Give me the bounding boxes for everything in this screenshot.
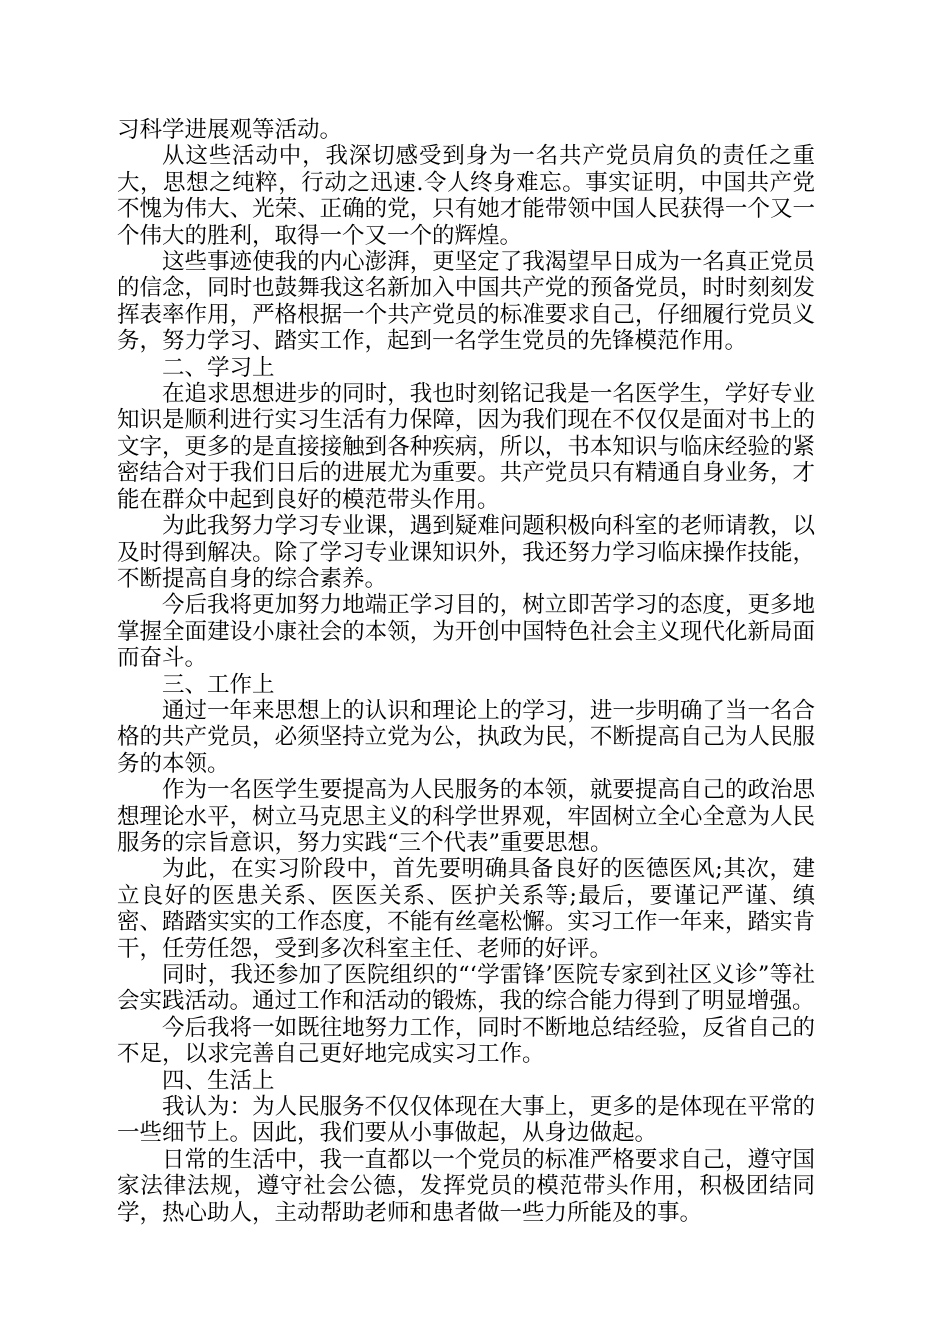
section-heading-life: 四、生活上 bbox=[162, 1067, 275, 1094]
paragraph: 习科学进展观等活动。 bbox=[117, 117, 343, 143]
paragraph: 今后我将一如既往地努力工作，同时不断地总结经验，反省自己的不足，以求完善自己更好地完成实习工作。 bbox=[117, 1014, 815, 1068]
paragraph: 为此，在实习阶段中，首先要明确具备良好的医德医风;其次，建立良好的医患关系、医医关系、医护关系等;最后，要谨记严谨、缜密、踏踏实实的工作态度，不能有丝毫松懈。实习工作一年来，踏实肯干，任劳任怨，受到多次科室主任、老师的好评。 bbox=[117, 856, 815, 962]
paragraph: 为此我努力学习专业课，遇到疑难问题积极向科室的老师请教，以及时得到解决。除了学习专业课知识外，我还努力学习临床操作技能，不断提高自身的综合素养。 bbox=[117, 513, 815, 592]
paragraph: 同时，我还参加了医院组织的“‘学雷锋’医院专家到社区义诊”等社会实践活动。通过工作和活动的锻炼，我的综合能力得到了明显增强。 bbox=[117, 962, 815, 1015]
paragraph: 通过一年来思想上的认识和理论上的学习，进一步明确了当一名合格的共产党员，必须坚持立党为公，执政为民，不断提高自己为人民服务的本领。 bbox=[117, 697, 815, 777]
paragraph: 这些事迹使我的内心澎湃，更坚定了我渴望早日成为一名真正党员的信念，同时也鼓舞我这名新加入中国共产党的预备党员，时时刻刻发挥表率作用，严格根据一个共产党员的标准要求自己，仔细履行党员义务，努力学习、踏实工作，起到一名学生党员的先锋模范作用。 bbox=[117, 249, 815, 355]
paragraph: 我认为：为人民服务不仅仅体现在大事上，更多的是体现在平常的一些细节上。因此，我们要从小事做起，从身边做起。 bbox=[117, 1094, 815, 1147]
paragraph: 今后我将更加努力地端正学习目的，树立即苦学习的态度，更多地掌握全面建设小康社会的本领，为开创中国特色社会主义现代化新局面而奋斗。 bbox=[117, 592, 815, 672]
section-heading-work: 三、工作上 bbox=[162, 671, 275, 698]
paragraph: 在追求思想进步的同时，我也时刻铭记我是一名医学生，学好专业知识是顺利进行实习生活有力保障，因为我们现在不仅仅是面对书上的文字，更多的是直接接触到各种疾病，所以，书本知识与临床经验的紧密结合对于我们日后的进展尤为重要。共产党员只有精通自身业务，才能在群众中起到良好的模范带头作用。 bbox=[117, 381, 815, 513]
section-heading-study: 二、学习上 bbox=[162, 354, 275, 381]
paragraph: 作为一名医学生要提高为人民服务的本领，就要提高自己的政治思想理论水平，树立马克思主义的科学世界观，牢固树立全心全意为人民服务的宗旨意识，努力实践“三个代表”重要思想。 bbox=[117, 777, 815, 856]
document-body bbox=[117, 117, 815, 1226]
paragraph: 从这些活动中，我深切感受到身为一名共产党员肩负的责任之重大，思想之纯粹，行动之迅速.令人终身难忘。事实证明，中国共产党不愧为伟大、光荣、正确的党，只有她才能带领中国人民获得一个又一个伟大的胜利，取得一个又一个的辉煌。 bbox=[117, 143, 815, 249]
paragraph: 日常的生活中，我一直都以一个党员的标准严格要求自己，遵守国家法律法规，遵守社会公德，发挥党员的模范带头作用，积极团结同学，热心助人，主动帮助老师和患者做一些力所能及的事。 bbox=[117, 1146, 815, 1226]
